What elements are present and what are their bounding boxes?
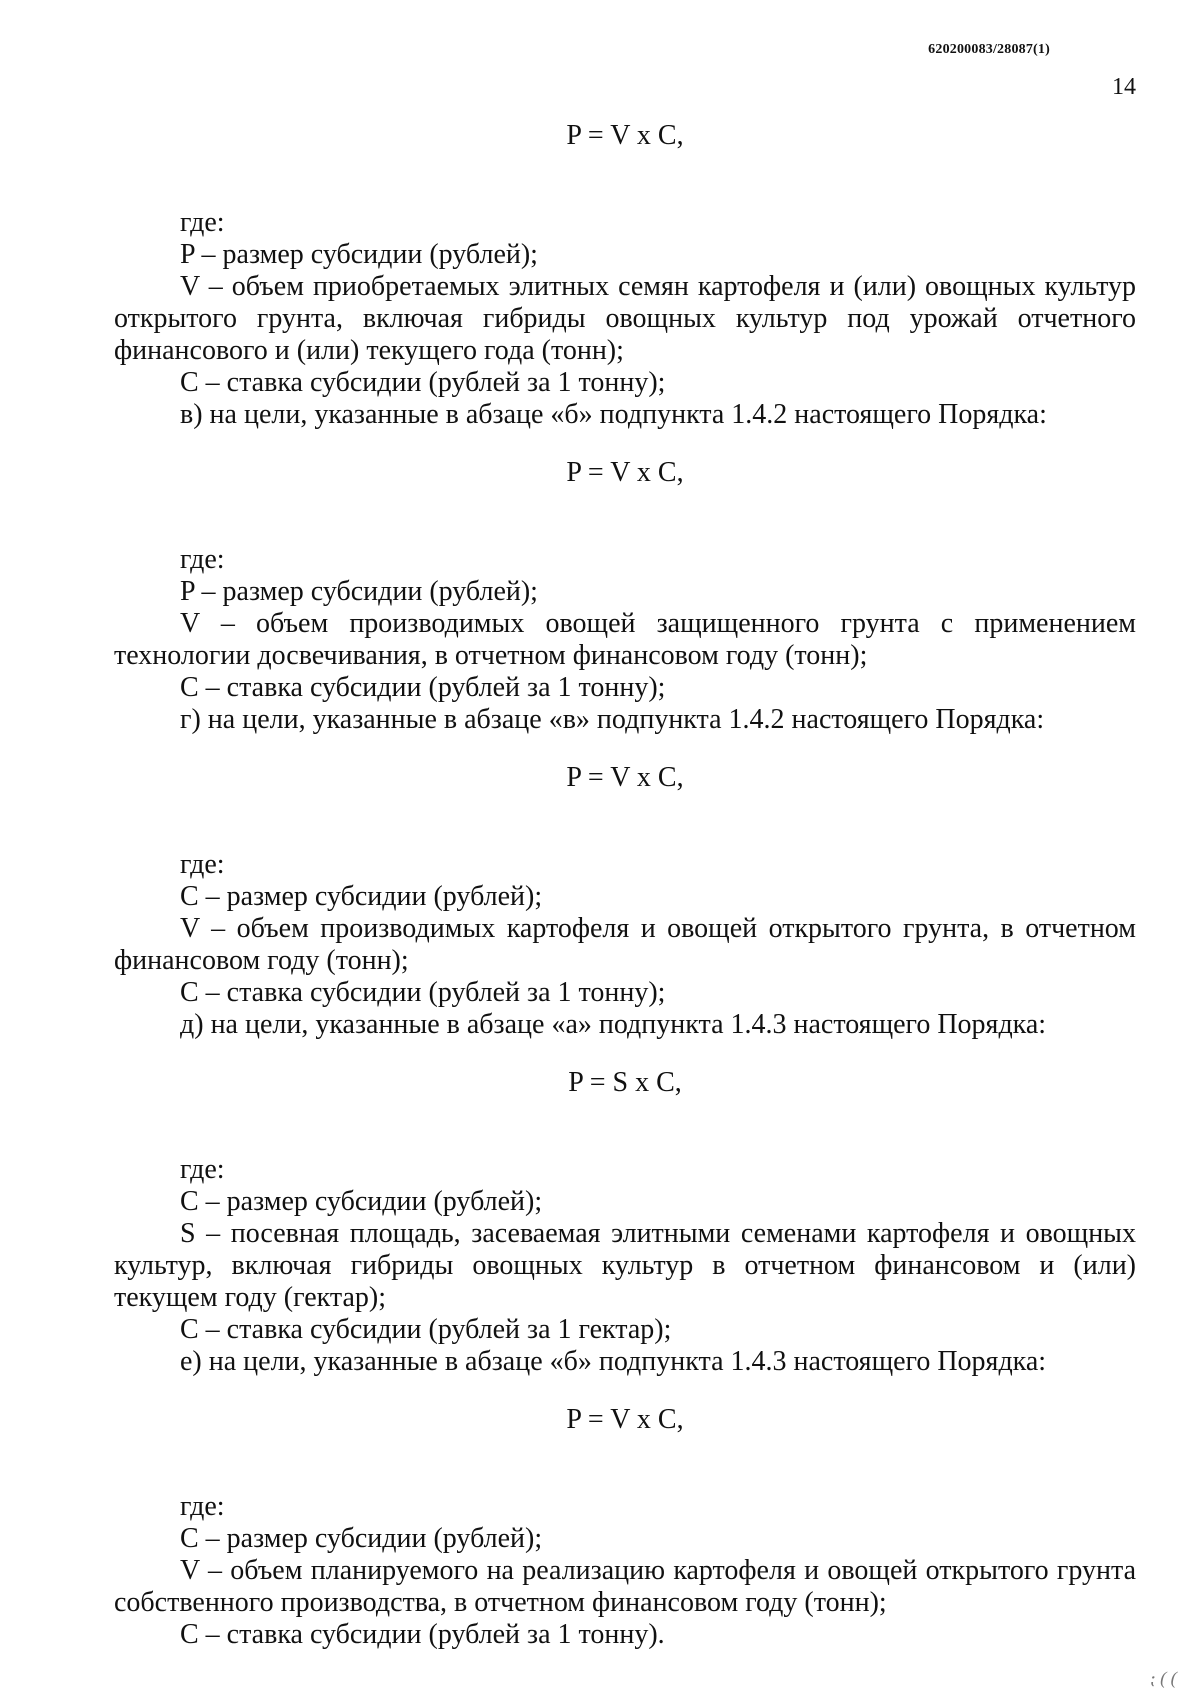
formula: P = V x C,: [566, 1404, 684, 1435]
paragraph: C – ставка субсидии (рублей за 1 тонну);: [180, 977, 666, 1008]
paragraph: где:: [180, 544, 225, 575]
paragraph: S – посевная площадь, засеваемая элитными семенами картофеля и овощных культур, включая гибриды овощных культур в отчетном финансовом и (или) текущем году (гектар);: [114, 1218, 1136, 1313]
paragraph: где:: [180, 207, 225, 238]
paragraph: г) на цели, указанные в абзаце «в» подпункта 1.4.2 настоящего Порядка:: [180, 704, 1045, 735]
document-body: [114, 120, 1136, 1651]
paragraph: C – ставка субсидии (рублей за 1 тонну);: [180, 367, 666, 398]
paragraph: C – ставка субсидии (рублей за 1 гектар);: [180, 1314, 672, 1345]
paragraph: C – ставка субсидии (рублей за 1 тонну);: [180, 672, 666, 703]
paragraph: д) на цели, указанные в абзаце «а» подпункта 1.4.3 настоящего Порядка:: [180, 1009, 1047, 1040]
paragraph: P – размер субсидии (рублей);: [180, 239, 538, 270]
paragraph: в) на цели, указанные в абзаце «б» подпункта 1.4.2 настоящего Порядка:: [180, 399, 1047, 430]
paragraph: C – размер субсидии (рублей);: [180, 1523, 543, 1554]
formula: P = S x C,: [568, 1067, 682, 1098]
document-id: 620200083/28087(1): [928, 42, 1050, 57]
formula: P = V x C,: [566, 120, 684, 151]
paragraph: V – объем производимых картофеля и овощей открытого грунта, в отчетном финансовом году (тонн);: [114, 913, 1136, 976]
formula: P = V x C,: [566, 762, 684, 793]
paragraph: е) на цели, указанные в абзаце «б» подпункта 1.4.3 настоящего Порядка:: [180, 1346, 1047, 1377]
paragraph: C – размер субсидии (рублей);: [180, 881, 543, 912]
formula: P = V x C,: [566, 457, 684, 488]
paragraph: V – объем приобретаемых элитных семян картофеля и (или) овощных культур открытого грунта, включая гибриды овощных культур под урожай отчетного финансового и (или) текущего года (тонн);: [114, 271, 1136, 366]
paragraph: P – размер субсидии (рублей);: [180, 576, 538, 607]
paragraph: C – размер субсидии (рублей);: [180, 1186, 543, 1217]
paragraph: где:: [180, 849, 225, 880]
paragraph: где:: [180, 1154, 225, 1185]
scan-mark: ⁏ ( (: [1147, 1668, 1180, 1688]
paragraph: V – объем производимых овощей защищенного грунта с применением технологии досвечивания, в отчетном финансовом году (тонн);: [114, 608, 1136, 671]
page-number: 14: [1112, 74, 1136, 100]
paragraph: V – объем планируемого на реализацию картофеля и овощей открытого грунта собственного производства, в отчетном финансовом году (тонн);: [114, 1555, 1136, 1618]
paragraph: C – ставка субсидии (рублей за 1 тонну).: [180, 1619, 665, 1650]
paragraph: где:: [180, 1491, 225, 1522]
